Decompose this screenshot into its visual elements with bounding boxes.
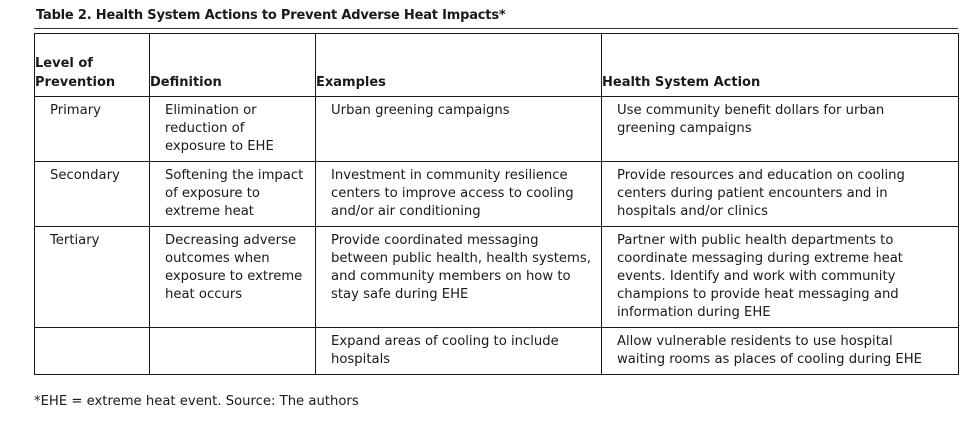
cell-level <box>35 227 150 328</box>
table-row <box>35 97 959 162</box>
cell-example <box>316 97 602 162</box>
cell-level-text: Primary <box>50 103 101 118</box>
cell-definition <box>150 227 316 328</box>
header-level-line1: Level of <box>35 56 93 71</box>
header-examples: Examples <box>316 34 602 97</box>
cell-action <box>602 162 959 227</box>
table-footnote: *EHE = extreme heat event. Source: The authors <box>34 394 359 409</box>
table-row <box>35 328 959 375</box>
cell-example-text: Expand areas of cooling to include hospitals <box>331 334 559 367</box>
cell-action <box>602 328 959 375</box>
cell-level <box>35 97 150 162</box>
cell-definition-text: Softening the impact of exposure to extreme heat <box>165 168 304 219</box>
header-health-system-action: Health System Action <box>602 34 959 97</box>
header-level-line2: Prevention <box>35 75 116 90</box>
cell-action <box>602 97 959 162</box>
cell-action-text: Allow vulnerable residents to use hospital waiting rooms as places of cooling during EHE <box>617 334 923 367</box>
header-definition: Definition <box>150 34 316 97</box>
table-row <box>35 162 959 227</box>
health-actions-table <box>34 33 959 375</box>
cell-action-text: Provide resources and education on cooling centers during patient encounters and in hospitals and/or clinics <box>617 168 905 219</box>
cell-example-text: Provide coordinated messaging between public health, health systems, and community members on how to stay safe during EHE <box>331 233 591 302</box>
cell-level-text: Tertiary <box>50 233 100 248</box>
table-row <box>35 227 959 328</box>
cell-level-text <box>35 328 149 338</box>
cell-definition <box>150 97 316 162</box>
cell-definition-text: Decreasing adverse outcomes when exposure to extreme heat occurs <box>165 233 303 302</box>
cell-level <box>35 162 150 227</box>
header-level-of-prevention <box>35 34 150 97</box>
cell-action-text: Partner with public health departments to coordinate messaging during extreme heat events. Identify and work with community champions to provide heat messaging and information during EHE <box>617 233 903 320</box>
cell-example <box>316 162 602 227</box>
table-header-row <box>35 34 959 97</box>
cell-level-text: Secondary <box>50 168 120 183</box>
cell-example-text: Urban greening campaigns <box>331 103 510 118</box>
cell-definition-text: Elimination or reduction of exposure to EHE <box>165 103 274 154</box>
cell-level <box>35 328 150 375</box>
cell-example <box>316 227 602 328</box>
caption-divider <box>34 28 958 29</box>
cell-definition <box>150 162 316 227</box>
cell-example <box>316 328 602 375</box>
cell-action-text: Use community benefit dollars for urban greening campaigns <box>617 103 885 136</box>
cell-definition-text <box>150 328 315 338</box>
table-caption: Table 2. Health System Actions to Prevent Adverse Heat Impacts* <box>36 8 506 23</box>
cell-action <box>602 227 959 328</box>
cell-definition <box>150 328 316 375</box>
cell-example-text: Investment in community resilience centers to improve access to cooling and/or air conditioning <box>331 168 574 219</box>
